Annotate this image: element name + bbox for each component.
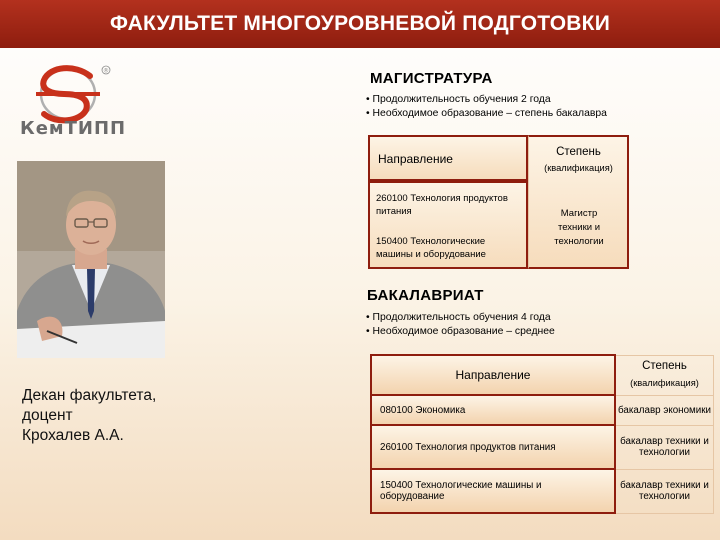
dean-photo <box>17 161 165 358</box>
masters-directions <box>368 181 528 269</box>
bachelors-degree-header: Степень <box>642 360 687 372</box>
table-row <box>371 425 714 469</box>
masters-bullet-requirement: • Необходимое образование – степень бакалавра <box>366 107 607 121</box>
table-row <box>371 469 714 513</box>
bachelors-direction-3: 150400 Технологические машины и оборудование <box>371 469 615 513</box>
page-title: ФАКУЛЬТЕТ МНОГОУРОВНЕВОЙ ПОДГОТОВКИ <box>110 12 610 35</box>
dean-rank: доцент <box>22 407 73 424</box>
table-row <box>371 395 714 425</box>
page-header <box>0 0 720 48</box>
masters-degree-cell <box>528 135 629 269</box>
bachelors-bullets <box>366 311 555 338</box>
masters-direction-1: 260100 Технология продуктов питания <box>376 193 508 217</box>
masters-direction-2: 150400 Технологические машины и оборудование <box>376 236 486 260</box>
bachelors-bullet-requirement: • Необходимое образование – среднее <box>366 325 555 339</box>
dean-name: Крохалев А.А. <box>22 427 124 444</box>
bachelors-direction-1: 080100 Экономика <box>371 395 615 425</box>
svg-text:®: ® <box>103 67 109 75</box>
masters-bullets <box>366 93 607 120</box>
dean-title: Декан факультета, <box>22 387 157 404</box>
bachelors-degree-2: бакалавр техники и технологии <box>615 425 714 469</box>
bachelors-degree-3: бакалавр техники и технологии <box>615 469 714 513</box>
bachelors-degree-header-cell <box>615 355 714 395</box>
logo-text: КемТИПП <box>20 118 127 139</box>
bachelors-degree-subheader: (квалификация) <box>630 378 699 388</box>
masters-direction-header: Направление <box>368 135 528 181</box>
dean-caption <box>22 386 202 446</box>
bachelors-direction-header: Направление <box>371 355 615 395</box>
masters-bullet-duration: • Продолжительность обучения 2 года <box>366 93 607 107</box>
masters-title: МАГИСТРАТУРА <box>370 70 493 87</box>
masters-degree-header: Степень <box>556 146 601 158</box>
bachelors-table <box>370 354 714 514</box>
masters-degree-subheader: (квалификация) <box>544 163 613 173</box>
table-row <box>371 355 714 395</box>
bachelors-direction-2: 260100 Технология продуктов питания <box>371 425 615 469</box>
bachelors-title: БАКАЛАВРИАТ <box>367 287 484 304</box>
bachelors-bullet-duration: • Продолжительность обучения 4 года <box>366 311 555 325</box>
masters-degree-value: Магистр техники и технологии <box>554 208 604 247</box>
bachelors-degree-1: бакалавр экономики <box>615 395 714 425</box>
